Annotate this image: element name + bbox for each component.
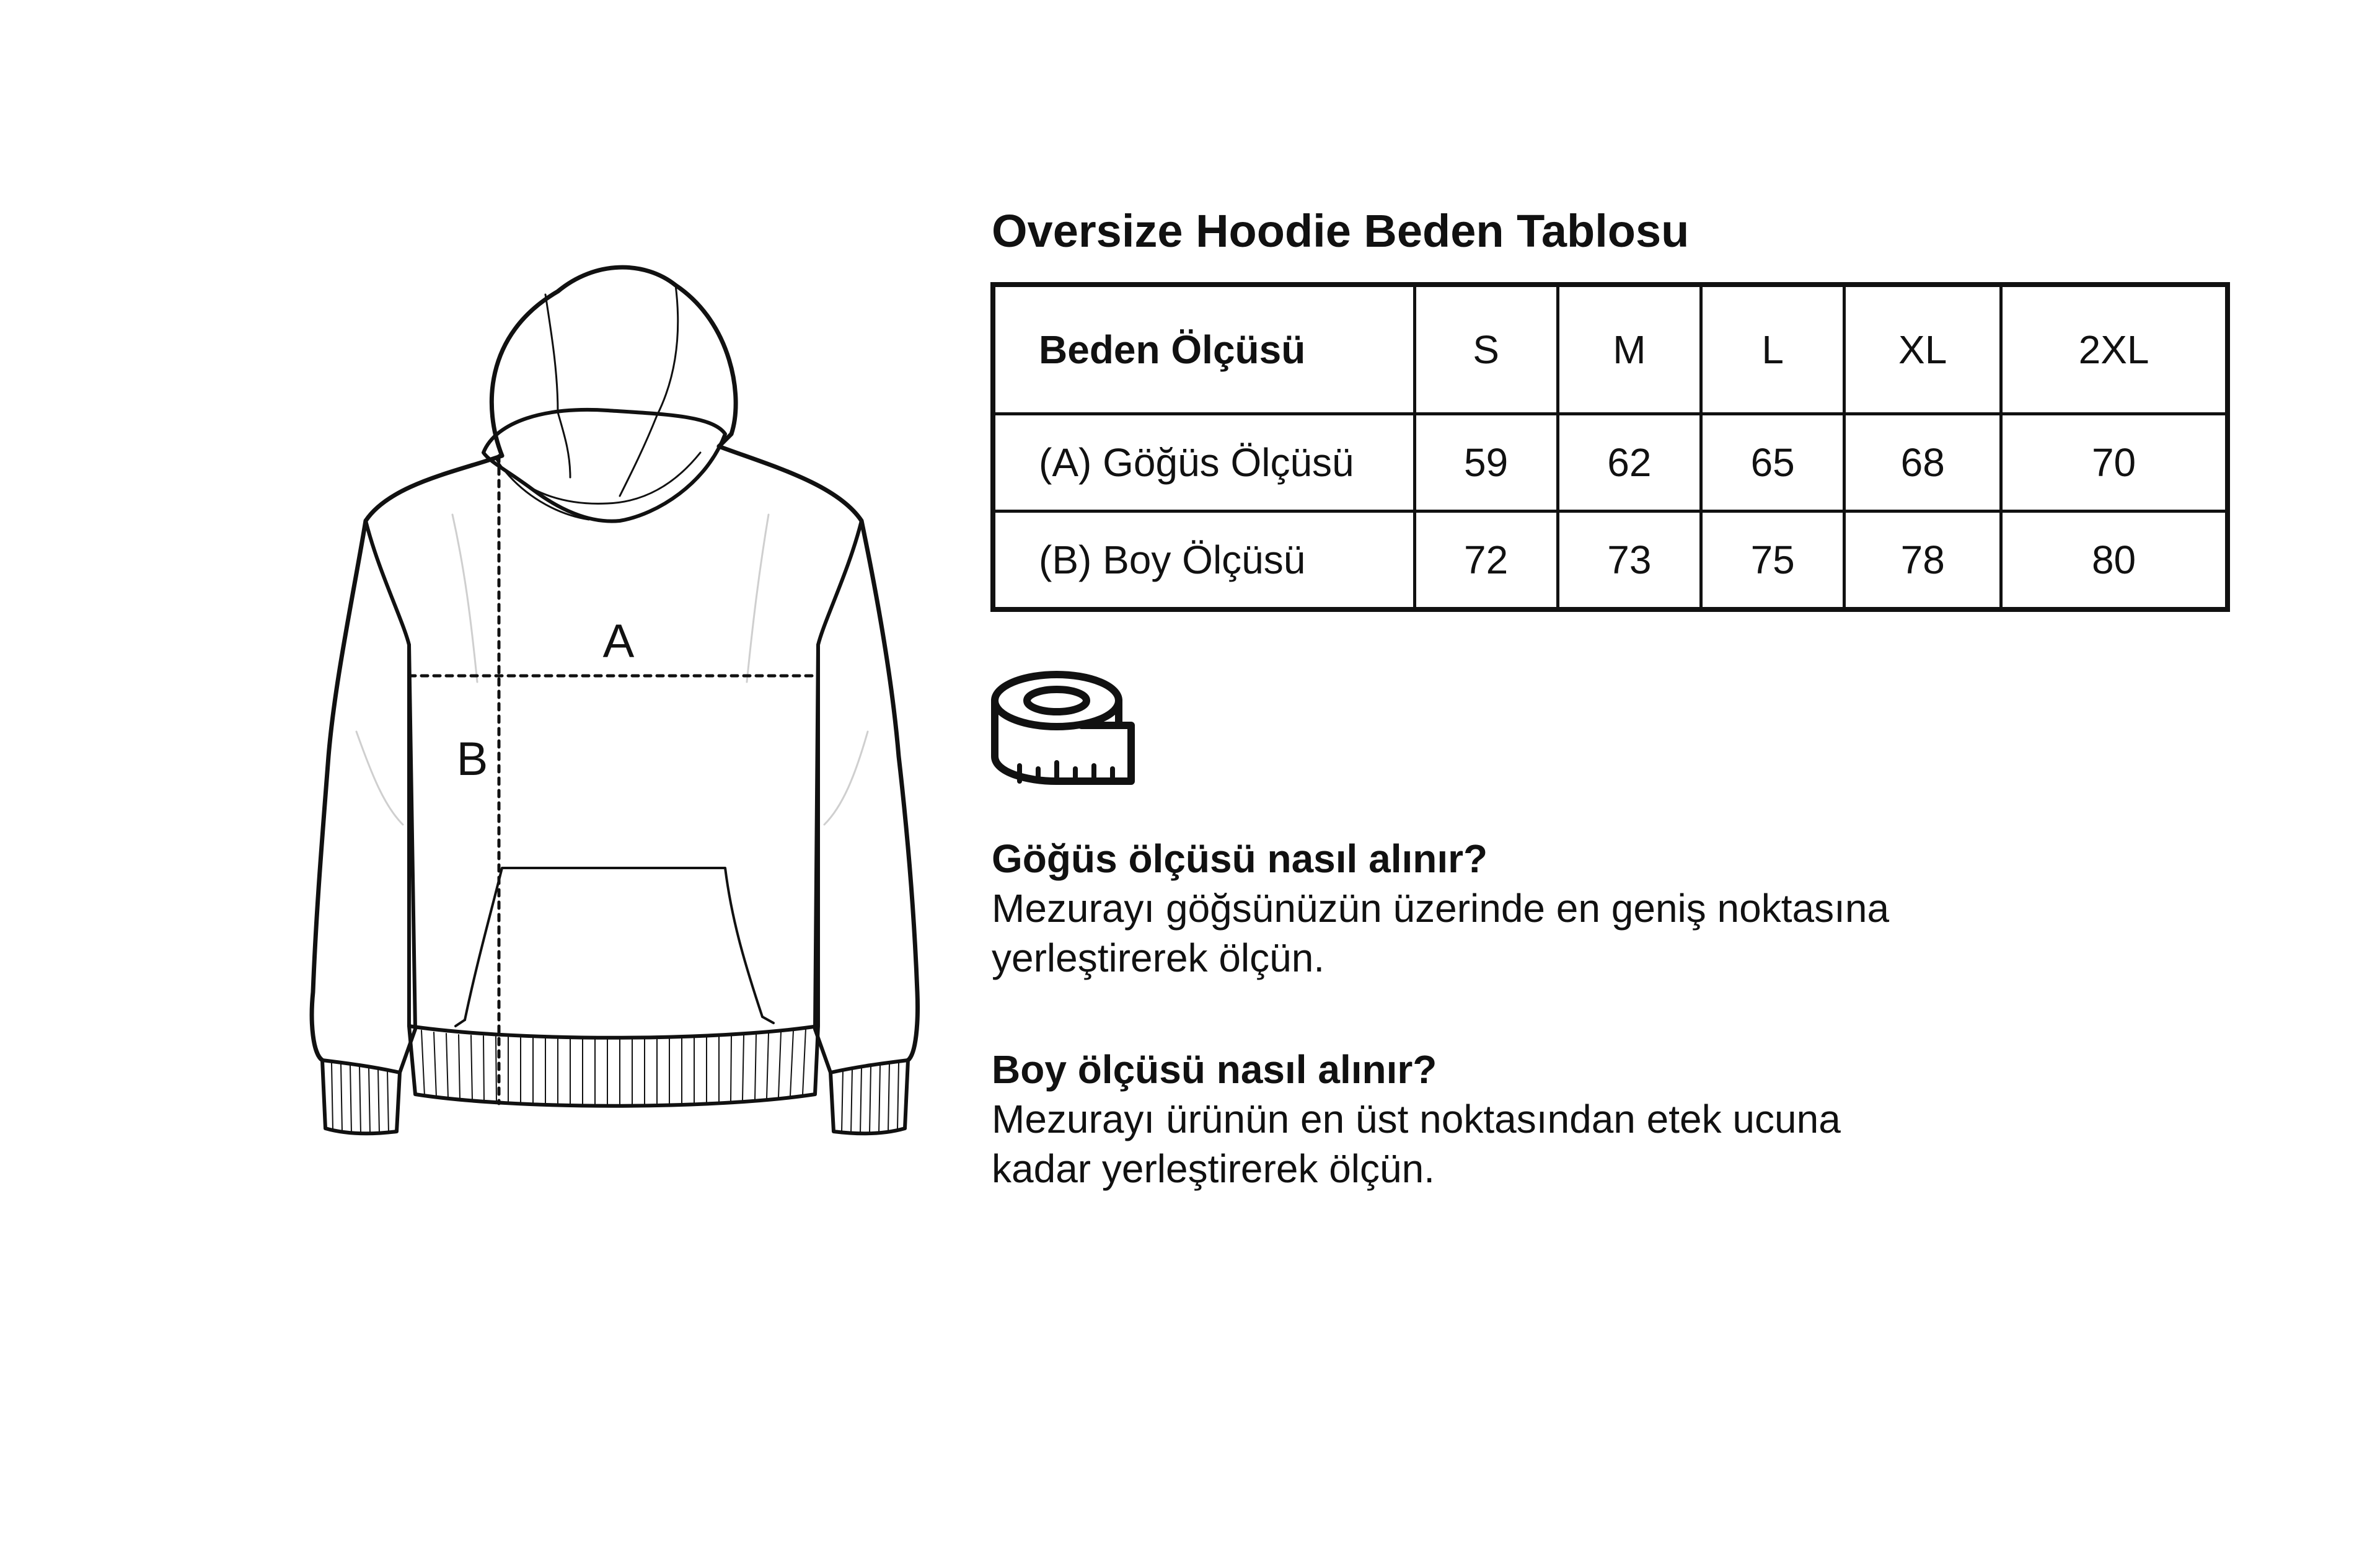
hood-outline — [491, 267, 736, 456]
table-header-cell: S — [1414, 285, 1558, 414]
page-title: Oversize Hoodie Beden Tablosu — [992, 205, 1690, 257]
label-b: B — [456, 733, 488, 786]
height-instructions — [992, 1045, 2045, 1193]
table-row — [993, 511, 2228, 610]
table-cell: 75 — [1701, 511, 1844, 610]
waistband — [409, 1026, 818, 1106]
chest-instructions — [992, 834, 2045, 983]
table-cell: 70 — [2001, 414, 2228, 511]
table-row — [993, 414, 2228, 511]
chest-answer: Mezurayı göğsünüzün üzerinde en geniş noktasına yerleştirerek ölçün. — [992, 886, 1890, 980]
measuring-tape-icon — [989, 663, 1144, 787]
table-cell: 80 — [2001, 511, 2228, 610]
size-table — [990, 282, 2230, 612]
table-header-cell: XL — [1844, 285, 2001, 414]
kangaroo-pocket — [465, 868, 762, 1020]
table-header-cell: M — [1558, 285, 1701, 414]
label-a: A — [602, 615, 635, 668]
table-cell: 73 — [1558, 511, 1701, 610]
table-header-cell: 2XL — [2001, 285, 2228, 414]
table-header-row — [993, 285, 2228, 414]
table-cell: 72 — [1414, 511, 1558, 610]
table-cell: 65 — [1701, 414, 1844, 511]
table-cell: (A) Göğüs Ölçüsü — [993, 414, 1414, 511]
table-cell: 59 — [1414, 414, 1558, 511]
table-header-cell: Beden Ölçüsü — [993, 285, 1414, 414]
table-cell: 62 — [1558, 414, 1701, 511]
table-header-cell: L — [1701, 285, 1844, 414]
chest-question: Göğüs ölçüsü nasıl alınır? — [992, 836, 1488, 881]
table-cell: 68 — [1844, 414, 2001, 511]
height-question: Boy ölçüsü nasıl alınır? — [992, 1047, 1437, 1092]
height-answer: Mezurayı ürünün en üst noktasından etek ucuna kadar yerleştirerek ölçün. — [992, 1097, 1841, 1191]
table-cell: (B) Boy Ölçüsü — [993, 511, 1414, 610]
hoodie-diagram — [298, 248, 930, 1147]
table-cell: 78 — [1844, 511, 2001, 610]
